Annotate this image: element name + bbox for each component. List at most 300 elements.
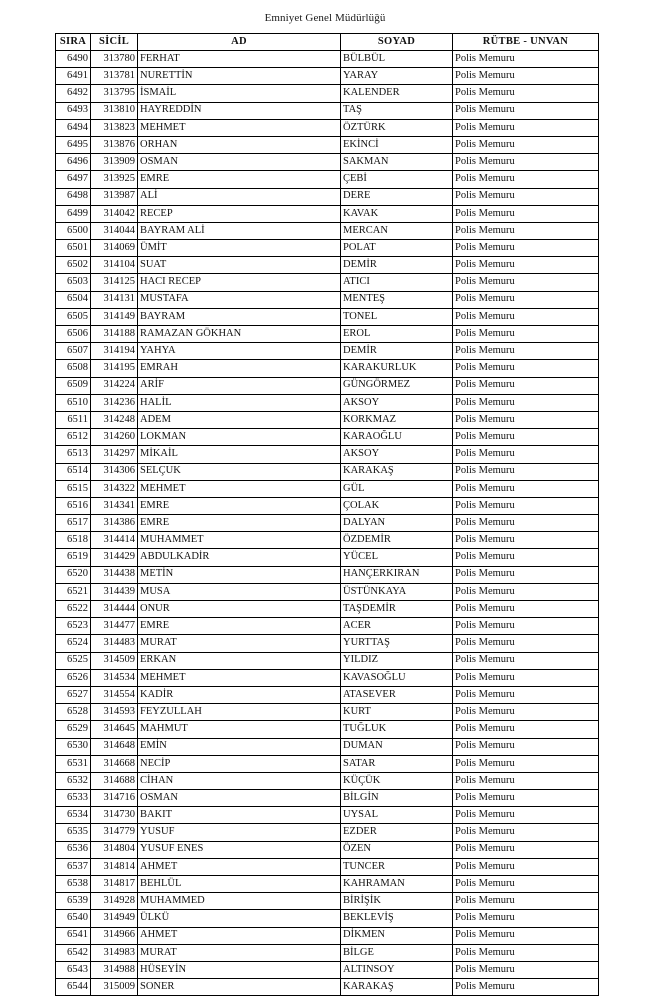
cell-sicil: 314341 bbox=[91, 497, 138, 514]
cell-soyad: DERE bbox=[341, 188, 453, 205]
cell-ad: METİN bbox=[138, 566, 341, 583]
table-row bbox=[56, 463, 599, 480]
cell-ad: MURAT bbox=[138, 635, 341, 652]
table-row bbox=[56, 429, 599, 446]
cell-sicil: 314509 bbox=[91, 652, 138, 669]
cell-rutbe: Polis Memuru bbox=[453, 205, 599, 222]
table-row bbox=[56, 961, 599, 978]
cell-rutbe: Polis Memuru bbox=[453, 549, 599, 566]
cell-sira: 6534 bbox=[56, 807, 91, 824]
cell-rutbe: Polis Memuru bbox=[453, 738, 599, 755]
table-row bbox=[56, 85, 599, 102]
cell-ad: OSMAN bbox=[138, 154, 341, 171]
cell-rutbe: Polis Memuru bbox=[453, 377, 599, 394]
cell-soyad: TUĞLUK bbox=[341, 721, 453, 738]
cell-sicil: 314260 bbox=[91, 429, 138, 446]
cell-ad: SONER bbox=[138, 979, 341, 996]
cell-sicil: 314322 bbox=[91, 480, 138, 497]
cell-rutbe: Polis Memuru bbox=[453, 841, 599, 858]
cell-soyad: TUNCER bbox=[341, 858, 453, 875]
cell-rutbe: Polis Memuru bbox=[453, 790, 599, 807]
cell-ad: YAHYA bbox=[138, 343, 341, 360]
table-row bbox=[56, 841, 599, 858]
cell-rutbe: Polis Memuru bbox=[453, 343, 599, 360]
cell-sicil: 314125 bbox=[91, 274, 138, 291]
table-row bbox=[56, 171, 599, 188]
cell-sira: 6535 bbox=[56, 824, 91, 841]
cell-soyad: ATICI bbox=[341, 274, 453, 291]
cell-rutbe: Polis Memuru bbox=[453, 240, 599, 257]
cell-sira: 6544 bbox=[56, 979, 91, 996]
cell-soyad: ÜSTÜNKAYA bbox=[341, 583, 453, 600]
cell-rutbe: Polis Memuru bbox=[453, 566, 599, 583]
cell-soyad: ÇEBİ bbox=[341, 171, 453, 188]
cell-sicil: 313823 bbox=[91, 119, 138, 136]
cell-sira: 6541 bbox=[56, 927, 91, 944]
cell-sira: 6542 bbox=[56, 944, 91, 961]
cell-soyad: DUMAN bbox=[341, 738, 453, 755]
cell-rutbe: Polis Memuru bbox=[453, 497, 599, 514]
cell-sira: 6512 bbox=[56, 429, 91, 446]
table-row bbox=[56, 704, 599, 721]
table-row bbox=[56, 136, 599, 153]
cell-sira: 6538 bbox=[56, 876, 91, 893]
cell-soyad: ÖZDEMİR bbox=[341, 532, 453, 549]
table-row bbox=[56, 188, 599, 205]
cell-sira: 6490 bbox=[56, 51, 91, 68]
cell-rutbe: Polis Memuru bbox=[453, 515, 599, 532]
cell-soyad: YÜCEL bbox=[341, 549, 453, 566]
table-row bbox=[56, 944, 599, 961]
cell-rutbe: Polis Memuru bbox=[453, 394, 599, 411]
table-row bbox=[56, 721, 599, 738]
cell-rutbe: Polis Memuru bbox=[453, 85, 599, 102]
cell-rutbe: Polis Memuru bbox=[453, 721, 599, 738]
cell-sicil: 314988 bbox=[91, 961, 138, 978]
cell-rutbe: Polis Memuru bbox=[453, 669, 599, 686]
table-row bbox=[56, 205, 599, 222]
cell-sicil: 313876 bbox=[91, 136, 138, 153]
cell-sicil: 313795 bbox=[91, 85, 138, 102]
table-row bbox=[56, 51, 599, 68]
table-row bbox=[56, 566, 599, 583]
cell-rutbe: Polis Memuru bbox=[453, 291, 599, 308]
cell-soyad: KALENDER bbox=[341, 85, 453, 102]
cell-sira: 6515 bbox=[56, 480, 91, 497]
cell-sira: 6494 bbox=[56, 119, 91, 136]
cell-soyad: KARAKAŞ bbox=[341, 979, 453, 996]
cell-rutbe: Polis Memuru bbox=[453, 480, 599, 497]
cell-soyad: ATASEVER bbox=[341, 686, 453, 703]
cell-sicil: 314817 bbox=[91, 876, 138, 893]
column-header-rutbe: RÜTBE - UNVAN bbox=[453, 34, 599, 51]
cell-ad: RAMAZAN GÖKHAN bbox=[138, 326, 341, 343]
cell-sicil: 313987 bbox=[91, 188, 138, 205]
cell-soyad: KARAKURLUK bbox=[341, 360, 453, 377]
cell-sicil: 314194 bbox=[91, 343, 138, 360]
table-row bbox=[56, 360, 599, 377]
cell-sicil: 314668 bbox=[91, 755, 138, 772]
cell-sicil: 314444 bbox=[91, 601, 138, 618]
cell-sicil: 314438 bbox=[91, 566, 138, 583]
cell-ad: MAHMUT bbox=[138, 721, 341, 738]
cell-rutbe: Polis Memuru bbox=[453, 961, 599, 978]
table-row bbox=[56, 308, 599, 325]
cell-rutbe: Polis Memuru bbox=[453, 463, 599, 480]
cell-sira: 6522 bbox=[56, 601, 91, 618]
cell-rutbe: Polis Memuru bbox=[453, 979, 599, 996]
cell-rutbe: Polis Memuru bbox=[453, 326, 599, 343]
cell-sira: 6498 bbox=[56, 188, 91, 205]
cell-soyad: BİRİŞİK bbox=[341, 893, 453, 910]
cell-ad: ABDULKADİR bbox=[138, 549, 341, 566]
table-row bbox=[56, 669, 599, 686]
cell-sira: 6532 bbox=[56, 772, 91, 789]
cell-ad: MİKAİL bbox=[138, 446, 341, 463]
cell-ad: LOKMAN bbox=[138, 429, 341, 446]
cell-soyad: KARAOĞLU bbox=[341, 429, 453, 446]
cell-sicil: 314248 bbox=[91, 411, 138, 428]
cell-sira: 6525 bbox=[56, 652, 91, 669]
cell-sicil: 314042 bbox=[91, 205, 138, 222]
cell-sicil: 313781 bbox=[91, 68, 138, 85]
cell-sira: 6513 bbox=[56, 446, 91, 463]
cell-soyad: POLAT bbox=[341, 240, 453, 257]
cell-sira: 6539 bbox=[56, 893, 91, 910]
table-row bbox=[56, 738, 599, 755]
table-row bbox=[56, 910, 599, 927]
cell-sicil: 314149 bbox=[91, 308, 138, 325]
cell-soyad: EKİNCİ bbox=[341, 136, 453, 153]
cell-ad: EMRE bbox=[138, 618, 341, 635]
cell-sicil: 314224 bbox=[91, 377, 138, 394]
cell-soyad: GÜNGÖRMEZ bbox=[341, 377, 453, 394]
cell-sicil: 314131 bbox=[91, 291, 138, 308]
cell-ad: RECEP bbox=[138, 205, 341, 222]
cell-sira: 6500 bbox=[56, 222, 91, 239]
cell-ad: SUAT bbox=[138, 257, 341, 274]
cell-soyad: BÜLBÜL bbox=[341, 51, 453, 68]
cell-soyad: EROL bbox=[341, 326, 453, 343]
cell-sicil: 314648 bbox=[91, 738, 138, 755]
table-row bbox=[56, 222, 599, 239]
cell-sicil: 314966 bbox=[91, 927, 138, 944]
table-row bbox=[56, 515, 599, 532]
cell-sira: 6504 bbox=[56, 291, 91, 308]
cell-rutbe: Polis Memuru bbox=[453, 807, 599, 824]
cell-sira: 6519 bbox=[56, 549, 91, 566]
cell-soyad: DEMİR bbox=[341, 343, 453, 360]
table-body bbox=[56, 51, 599, 996]
cell-sira: 6536 bbox=[56, 841, 91, 858]
cell-rutbe: Polis Memuru bbox=[453, 446, 599, 463]
table-row bbox=[56, 480, 599, 497]
cell-sicil: 314477 bbox=[91, 618, 138, 635]
cell-sira: 6501 bbox=[56, 240, 91, 257]
cell-soyad: YILDIZ bbox=[341, 652, 453, 669]
cell-sicil: 314195 bbox=[91, 360, 138, 377]
table-row bbox=[56, 876, 599, 893]
cell-sicil: 313780 bbox=[91, 51, 138, 68]
cell-sicil: 314429 bbox=[91, 549, 138, 566]
cell-soyad: MERCAN bbox=[341, 222, 453, 239]
cell-sicil: 314483 bbox=[91, 635, 138, 652]
table-row bbox=[56, 446, 599, 463]
cell-soyad: YURTTAŞ bbox=[341, 635, 453, 652]
cell-soyad: ÖZEN bbox=[341, 841, 453, 858]
cell-sira: 6543 bbox=[56, 961, 91, 978]
cell-sira: 6531 bbox=[56, 755, 91, 772]
cell-sicil: 314983 bbox=[91, 944, 138, 961]
cell-sira: 6497 bbox=[56, 171, 91, 188]
cell-sira: 6509 bbox=[56, 377, 91, 394]
column-header-sira: SIRA bbox=[56, 34, 91, 51]
cell-rutbe: Polis Memuru bbox=[453, 119, 599, 136]
table-row bbox=[56, 618, 599, 635]
cell-sira: 6507 bbox=[56, 343, 91, 360]
cell-rutbe: Polis Memuru bbox=[453, 652, 599, 669]
table-row bbox=[56, 601, 599, 618]
cell-rutbe: Polis Memuru bbox=[453, 360, 599, 377]
table-row bbox=[56, 102, 599, 119]
cell-sira: 6502 bbox=[56, 257, 91, 274]
cell-rutbe: Polis Memuru bbox=[453, 824, 599, 841]
cell-sira: 6510 bbox=[56, 394, 91, 411]
cell-sira: 6514 bbox=[56, 463, 91, 480]
cell-ad: EMRE bbox=[138, 497, 341, 514]
cell-sira: 6491 bbox=[56, 68, 91, 85]
cell-ad: EMRE bbox=[138, 171, 341, 188]
table-row bbox=[56, 532, 599, 549]
cell-soyad: YARAY bbox=[341, 68, 453, 85]
table-row bbox=[56, 411, 599, 428]
cell-soyad: SATAR bbox=[341, 755, 453, 772]
cell-soyad: TONEL bbox=[341, 308, 453, 325]
cell-rutbe: Polis Memuru bbox=[453, 257, 599, 274]
cell-sira: 6540 bbox=[56, 910, 91, 927]
table-row bbox=[56, 68, 599, 85]
cell-rutbe: Polis Memuru bbox=[453, 704, 599, 721]
cell-soyad: ALTINSOY bbox=[341, 961, 453, 978]
cell-ad: ONUR bbox=[138, 601, 341, 618]
cell-sicil: 313810 bbox=[91, 102, 138, 119]
cell-sira: 6524 bbox=[56, 635, 91, 652]
cell-sicil: 314386 bbox=[91, 515, 138, 532]
cell-ad: AHMET bbox=[138, 927, 341, 944]
cell-sicil: 314104 bbox=[91, 257, 138, 274]
cell-sira: 6492 bbox=[56, 85, 91, 102]
cell-rutbe: Polis Memuru bbox=[453, 618, 599, 635]
cell-sicil: 313925 bbox=[91, 171, 138, 188]
cell-soyad: ÇOLAK bbox=[341, 497, 453, 514]
table-row bbox=[56, 274, 599, 291]
table-row bbox=[56, 240, 599, 257]
cell-sira: 6499 bbox=[56, 205, 91, 222]
cell-ad: ÜMİT bbox=[138, 240, 341, 257]
table-row bbox=[56, 583, 599, 600]
cell-sira: 6516 bbox=[56, 497, 91, 514]
cell-ad: MUSTAFA bbox=[138, 291, 341, 308]
cell-rutbe: Polis Memuru bbox=[453, 68, 599, 85]
table-header-row bbox=[56, 34, 599, 51]
cell-ad: MUHAMMET bbox=[138, 532, 341, 549]
table-row bbox=[56, 549, 599, 566]
cell-sira: 6517 bbox=[56, 515, 91, 532]
cell-sicil: 314688 bbox=[91, 772, 138, 789]
cell-ad: FERHAT bbox=[138, 51, 341, 68]
cell-ad: ADEM bbox=[138, 411, 341, 428]
cell-sira: 6537 bbox=[56, 858, 91, 875]
cell-rutbe: Polis Memuru bbox=[453, 893, 599, 910]
table-row bbox=[56, 807, 599, 824]
column-header-sicil: SİCİL bbox=[91, 34, 138, 51]
cell-sira: 6533 bbox=[56, 790, 91, 807]
cell-sira: 6530 bbox=[56, 738, 91, 755]
cell-sicil: 314730 bbox=[91, 807, 138, 824]
cell-sira: 6523 bbox=[56, 618, 91, 635]
cell-ad: BAKIT bbox=[138, 807, 341, 824]
cell-ad: BEHLÜL bbox=[138, 876, 341, 893]
cell-sicil: 314044 bbox=[91, 222, 138, 239]
cell-ad: MURAT bbox=[138, 944, 341, 961]
cell-sira: 6526 bbox=[56, 669, 91, 686]
cell-ad: ALİ bbox=[138, 188, 341, 205]
cell-sicil: 314645 bbox=[91, 721, 138, 738]
cell-sira: 6496 bbox=[56, 154, 91, 171]
cell-sicil: 314414 bbox=[91, 532, 138, 549]
cell-sira: 6521 bbox=[56, 583, 91, 600]
cell-sicil: 314236 bbox=[91, 394, 138, 411]
cell-sicil: 314069 bbox=[91, 240, 138, 257]
cell-soyad: GÜL bbox=[341, 480, 453, 497]
table-row bbox=[56, 755, 599, 772]
cell-ad: HACI RECEP bbox=[138, 274, 341, 291]
personnel-table bbox=[55, 33, 599, 996]
cell-ad: İSMAİL bbox=[138, 85, 341, 102]
table-row bbox=[56, 858, 599, 875]
table-row bbox=[56, 377, 599, 394]
column-header-ad: AD bbox=[138, 34, 341, 51]
table-row bbox=[56, 824, 599, 841]
cell-rutbe: Polis Memuru bbox=[453, 308, 599, 325]
cell-ad: MEHMET bbox=[138, 669, 341, 686]
cell-soyad: TAŞDEMİR bbox=[341, 601, 453, 618]
cell-ad: BAYRAM ALİ bbox=[138, 222, 341, 239]
cell-ad: AHMET bbox=[138, 858, 341, 875]
cell-soyad: KAVAK bbox=[341, 205, 453, 222]
cell-sicil: 314439 bbox=[91, 583, 138, 600]
cell-soyad: DİKMEN bbox=[341, 927, 453, 944]
cell-rutbe: Polis Memuru bbox=[453, 927, 599, 944]
cell-soyad: KAVASOĞLU bbox=[341, 669, 453, 686]
cell-ad: NURETTİN bbox=[138, 68, 341, 85]
table-row bbox=[56, 154, 599, 171]
cell-sira: 6506 bbox=[56, 326, 91, 343]
cell-ad: MUHAMMED bbox=[138, 893, 341, 910]
cell-sira: 6508 bbox=[56, 360, 91, 377]
cell-ad: FEYZULLAH bbox=[138, 704, 341, 721]
cell-rutbe: Polis Memuru bbox=[453, 755, 599, 772]
cell-soyad: MENTEŞ bbox=[341, 291, 453, 308]
cell-ad: ERKAN bbox=[138, 652, 341, 669]
table-row bbox=[56, 893, 599, 910]
page-title: Emniyet Genel Müdürlüğü bbox=[264, 12, 386, 24]
cell-ad: ÜLKÜ bbox=[138, 910, 341, 927]
table-row bbox=[56, 686, 599, 703]
cell-sira: 6503 bbox=[56, 274, 91, 291]
cell-ad: MEHMET bbox=[138, 119, 341, 136]
cell-sira: 6529 bbox=[56, 721, 91, 738]
cell-sicil: 314297 bbox=[91, 446, 138, 463]
cell-rutbe: Polis Memuru bbox=[453, 532, 599, 549]
cell-soyad: KAHRAMAN bbox=[341, 876, 453, 893]
cell-soyad: BİLGE bbox=[341, 944, 453, 961]
cell-ad: MUSA bbox=[138, 583, 341, 600]
cell-soyad: DEMİR bbox=[341, 257, 453, 274]
cell-sicil: 315009 bbox=[91, 979, 138, 996]
cell-rutbe: Polis Memuru bbox=[453, 583, 599, 600]
cell-sicil: 314814 bbox=[91, 858, 138, 875]
cell-sicil: 313909 bbox=[91, 154, 138, 171]
cell-ad: EMİN bbox=[138, 738, 341, 755]
table-row bbox=[56, 927, 599, 944]
cell-ad: HAYREDDİN bbox=[138, 102, 341, 119]
cell-ad: ORHAN bbox=[138, 136, 341, 153]
cell-rutbe: Polis Memuru bbox=[453, 274, 599, 291]
table-row bbox=[56, 497, 599, 514]
cell-sira: 6528 bbox=[56, 704, 91, 721]
table-row bbox=[56, 652, 599, 669]
cell-rutbe: Polis Memuru bbox=[453, 51, 599, 68]
cell-soyad: AKSOY bbox=[341, 446, 453, 463]
cell-sicil: 314928 bbox=[91, 893, 138, 910]
cell-rutbe: Polis Memuru bbox=[453, 102, 599, 119]
cell-sira: 6495 bbox=[56, 136, 91, 153]
cell-rutbe: Polis Memuru bbox=[453, 171, 599, 188]
cell-ad: SELÇUK bbox=[138, 463, 341, 480]
cell-sira: 6520 bbox=[56, 566, 91, 583]
cell-rutbe: Polis Memuru bbox=[453, 601, 599, 618]
cell-rutbe: Polis Memuru bbox=[453, 154, 599, 171]
cell-soyad: ACER bbox=[341, 618, 453, 635]
cell-sira: 6493 bbox=[56, 102, 91, 119]
table-row bbox=[56, 394, 599, 411]
column-header-soyad: SOYAD bbox=[341, 34, 453, 51]
cell-soyad: HANÇERKIRAN bbox=[341, 566, 453, 583]
table-header bbox=[56, 34, 599, 51]
cell-ad: EMRE bbox=[138, 515, 341, 532]
cell-sicil: 314306 bbox=[91, 463, 138, 480]
cell-sira: 6511 bbox=[56, 411, 91, 428]
cell-ad: OSMAN bbox=[138, 790, 341, 807]
cell-sira: 6505 bbox=[56, 308, 91, 325]
cell-rutbe: Polis Memuru bbox=[453, 876, 599, 893]
cell-sicil: 314554 bbox=[91, 686, 138, 703]
cell-ad: HÜSEYİN bbox=[138, 961, 341, 978]
cell-ad: MEHMET bbox=[138, 480, 341, 497]
cell-soyad: KORKMAZ bbox=[341, 411, 453, 428]
cell-soyad: KURT bbox=[341, 704, 453, 721]
table-row bbox=[56, 291, 599, 308]
cell-soyad: UYSAL bbox=[341, 807, 453, 824]
cell-ad: KADİR bbox=[138, 686, 341, 703]
cell-rutbe: Polis Memuru bbox=[453, 188, 599, 205]
table-row bbox=[56, 343, 599, 360]
cell-sicil: 314949 bbox=[91, 910, 138, 927]
cell-soyad: BEKLEVİŞ bbox=[341, 910, 453, 927]
cell-sicil: 314779 bbox=[91, 824, 138, 841]
table-row bbox=[56, 119, 599, 136]
